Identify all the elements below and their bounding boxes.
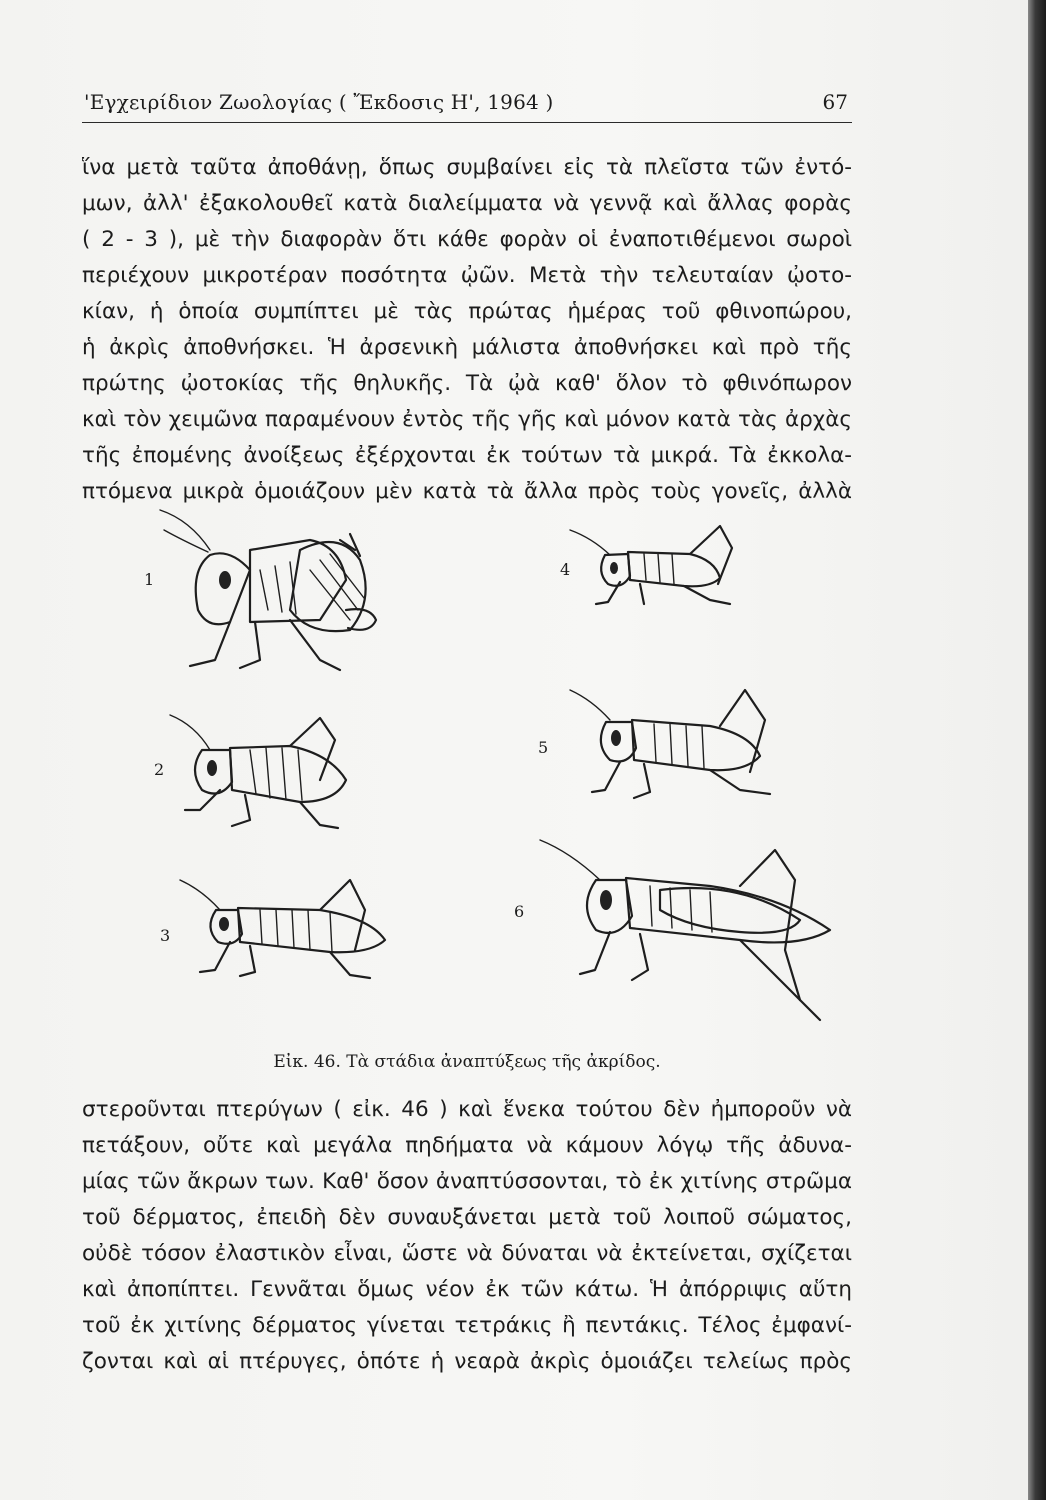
text-line: μων, ἀλλ' ἐξακολουθεῖ κατὰ διαλείμματα νὰ γεννᾷ καὶ ἄλλας φορὰς	[82, 191, 852, 216]
text-line: πετάξουν, οὔτε καὶ μεγάλα πηδήματα νὰ κάμουν λόγῳ τῆς ἀδυνα-	[82, 1133, 852, 1158]
stage-label-3: 3	[160, 926, 171, 945]
text-line: ( 2 - 3 ), μὲ τὴν διαφορὰν ὅτι κάθε φορὰν οἱ ἐναποτιθέμενοι σωροὶ	[82, 227, 852, 252]
grasshopper-stage-5-icon	[570, 690, 770, 798]
grasshopper-stage-1-icon	[160, 510, 376, 670]
grasshopper-illustrations	[140, 500, 840, 1040]
text-line: μίας τῶν ἄκρων των. Καθ' ὅσον ἀναπτύσσονται, τὸ ἐκ χιτίνης στρῶμα	[82, 1169, 852, 1194]
running-header	[82, 88, 852, 123]
text-line: ἵνα μετὰ ταῦτα ἀποθάνῃ, ὅπως συμβαίνει εἰς τὰ πλεῖστα τῶν ἐντό-	[82, 155, 852, 180]
text-line: στεροῦνται πτερύγων ( εἰκ. 46 ) καὶ ἕνεκα τούτου δὲν ἠμποροῦν νὰ	[82, 1097, 852, 1122]
stage-label-2: 2	[154, 760, 165, 779]
text-line: καὶ τὸν χειμῶνα παραμένουν ἐντὸς τῆς γῆς καὶ μόνον κατὰ τὰς ἀρχὰς	[82, 407, 852, 432]
text-line: καὶ ἀποπίπτει. Γεννᾶται ὅμως νέον ἐκ τῶν κάτω. Ἡ ἀπόρριψις αὕτη	[82, 1277, 852, 1302]
scan-edge-shadow	[1028, 0, 1046, 1500]
paragraph-bottom	[82, 1092, 852, 1380]
grasshopper-stage-6-icon	[540, 840, 830, 1020]
text-line: κίαν, ἡ ὁποία συμπίπτει μὲ τὰς πρώτας ἡμέρας τοῦ φθινοπώρου,	[82, 299, 852, 324]
text-line: τοῦ δέρματος, ἐπειδὴ δὲν συναυξάνεται μετὰ τοῦ λοιποῦ σώματος,	[82, 1205, 852, 1230]
stage-label-1: 1	[144, 570, 155, 589]
stage-label-4: 4	[560, 560, 571, 579]
stage-label-5: 5	[538, 738, 549, 757]
text-line: πρώτης ᾠοτοκίας τῆς θηλυκῆς. Τὰ ᾠὰ καθ' ὅλον τὸ φθινόπωρον	[82, 371, 852, 396]
paragraph-top	[82, 150, 852, 510]
figure-grasshopper-stages	[140, 500, 840, 1040]
grasshopper-stage-2-icon	[170, 715, 346, 828]
text-line: οὐδὲ τόσον ἐλαστικὸν εἶναι, ὥστε νὰ δύναται νὰ ἐκτείνεται, σχίζεται	[82, 1241, 852, 1266]
grasshopper-stage-3-icon	[180, 880, 385, 978]
header-title: 'Εγχειρίδιον Ζωολογίας ( Ἔκδοσις Η', 1964 )	[84, 90, 554, 114]
text-line: ζονται καὶ αἱ πτέρυγες, ὁπότε ἡ νεαρὰ ἀκρὶς ὁμοιάζει τελείως πρὸς	[82, 1349, 852, 1374]
grasshopper-stage-4-icon	[570, 526, 732, 604]
text-line: ἡ ἀκρὶς ἀποθνήσκει. Ἡ ἀρσενικὴ μάλιστα ἀποθνήσκει καὶ πρὸ τῆς	[82, 335, 852, 360]
text-line: τῆς ἐπομένης ἀνοίξεως ἐξέρχονται ἐκ τούτων τὰ μικρά. Τὰ ἐκκολα-	[82, 443, 852, 468]
stage-label-6: 6	[514, 902, 525, 921]
figure-caption: Εἰκ. 46. Τὰ στάδια ἀναπτύξεως τῆς ἀκρίδος.	[273, 1052, 661, 1072]
text-line: πτόμενα μικρὰ ὁμοιάζουν μὲν κατὰ τὰ ἄλλα πρὸς τοὺς γονεῖς, ἀλλὰ	[82, 479, 852, 504]
text-line: τοῦ ἐκ χιτίνης δέρματος γίνεται τετράκις ἢ πεντάκις. Τέλος ἐμφανί-	[82, 1313, 852, 1338]
page-number: 67	[822, 90, 848, 114]
text-line: περιέχουν μικροτέραν ποσότητα ᾠῶν. Μετὰ τὴν τελευταίαν ᾠοτο-	[82, 263, 852, 288]
